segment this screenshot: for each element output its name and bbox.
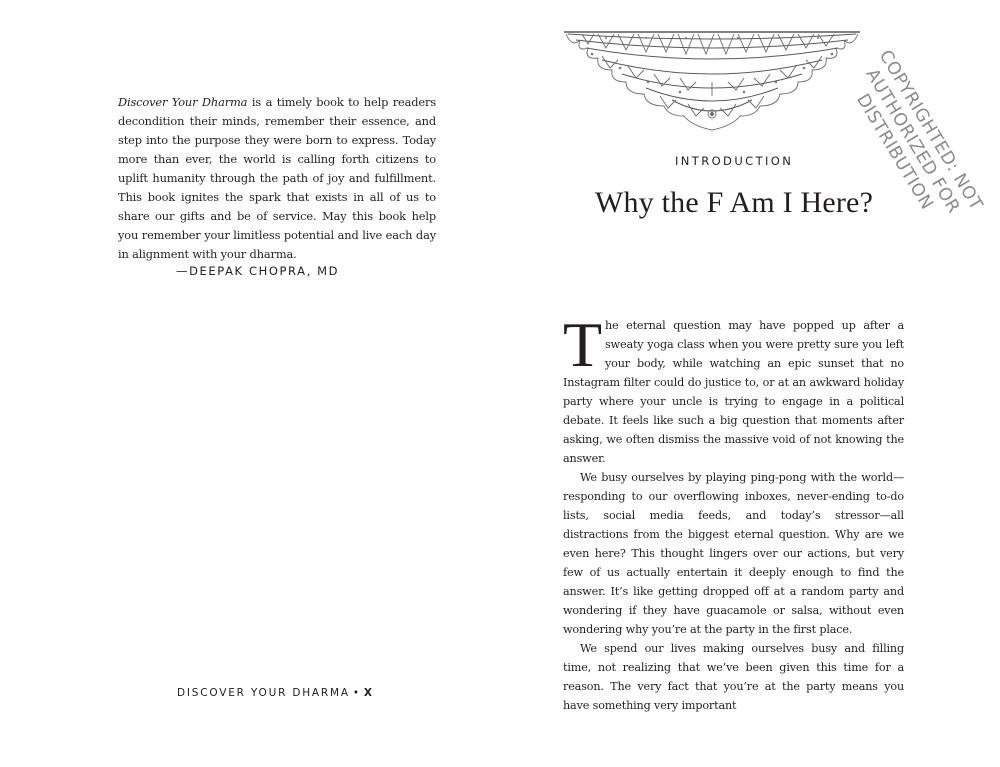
quote-book-title: Discover Your Dharma	[118, 95, 248, 109]
drop-cap: T	[563, 309, 602, 380]
quote-text: is a timely book to help readers decondition their minds, remember their essence, and step into the purpose they were born to express. Today more than ever, the world is calling forth citizens to uplift humanity through the path of joy and fulfillment. This book ignites the spark that exists in all of us to share our gifts and be of service. May this book help you remember your limitless potential and live each day in alignment with your dharma.	[118, 95, 436, 261]
endorsement-quote	[118, 93, 436, 264]
quote-attribution: —DEEPAK CHOPRA, MD	[176, 264, 340, 278]
page-number: X	[363, 687, 372, 699]
section-label: INTRODUCTION	[675, 154, 794, 168]
page-footer	[177, 687, 372, 699]
paragraph-1	[563, 309, 904, 468]
copyright-watermark: COPYRIGHTED: NOT AUTHORIZED FOR DISTRIBUTION	[852, 46, 987, 218]
paragraph-2: We busy ourselves by playing ping-pong with the world—responding to our overflowing inboxes, never-ending to-do lists, social media feeds, and today’s stressor—all distractions from the biggest eternal question. Why are we even here? This thought lingers over our actions, but very few of us actually entertain it deeply enough to find the answer. It’s like getting dropped off at a random party and wondering if they have guacamole or salsa, without even wondering why you’re at the party in the first place.	[563, 471, 904, 636]
running-title: DISCOVER YOUR DHARMA	[177, 687, 350, 699]
chapter-title: Why the F Am I Here?	[595, 186, 874, 219]
mandala-ornament-icon	[562, 30, 862, 135]
chapter-body	[563, 309, 904, 715]
footer-separator: •	[352, 687, 361, 699]
paragraph-1-text: he eternal question may have popped up after a sweaty yoga class when you were pretty sure you left your body, while watching an epic sunset that no Instagram filter could do justice to, or at an awkward holiday party where your uncle is trying to engage in a political debate. It feels like such a big question that moments after asking, we often dismiss the massive void of not knowing the answer.	[563, 319, 904, 465]
paragraph-3: We spend our lives making ourselves busy and filling time, not realizing that we’ve been given this time for a reason. The very fact that you’re at the party means you have something very important	[563, 642, 904, 712]
right-page	[500, 0, 1000, 767]
